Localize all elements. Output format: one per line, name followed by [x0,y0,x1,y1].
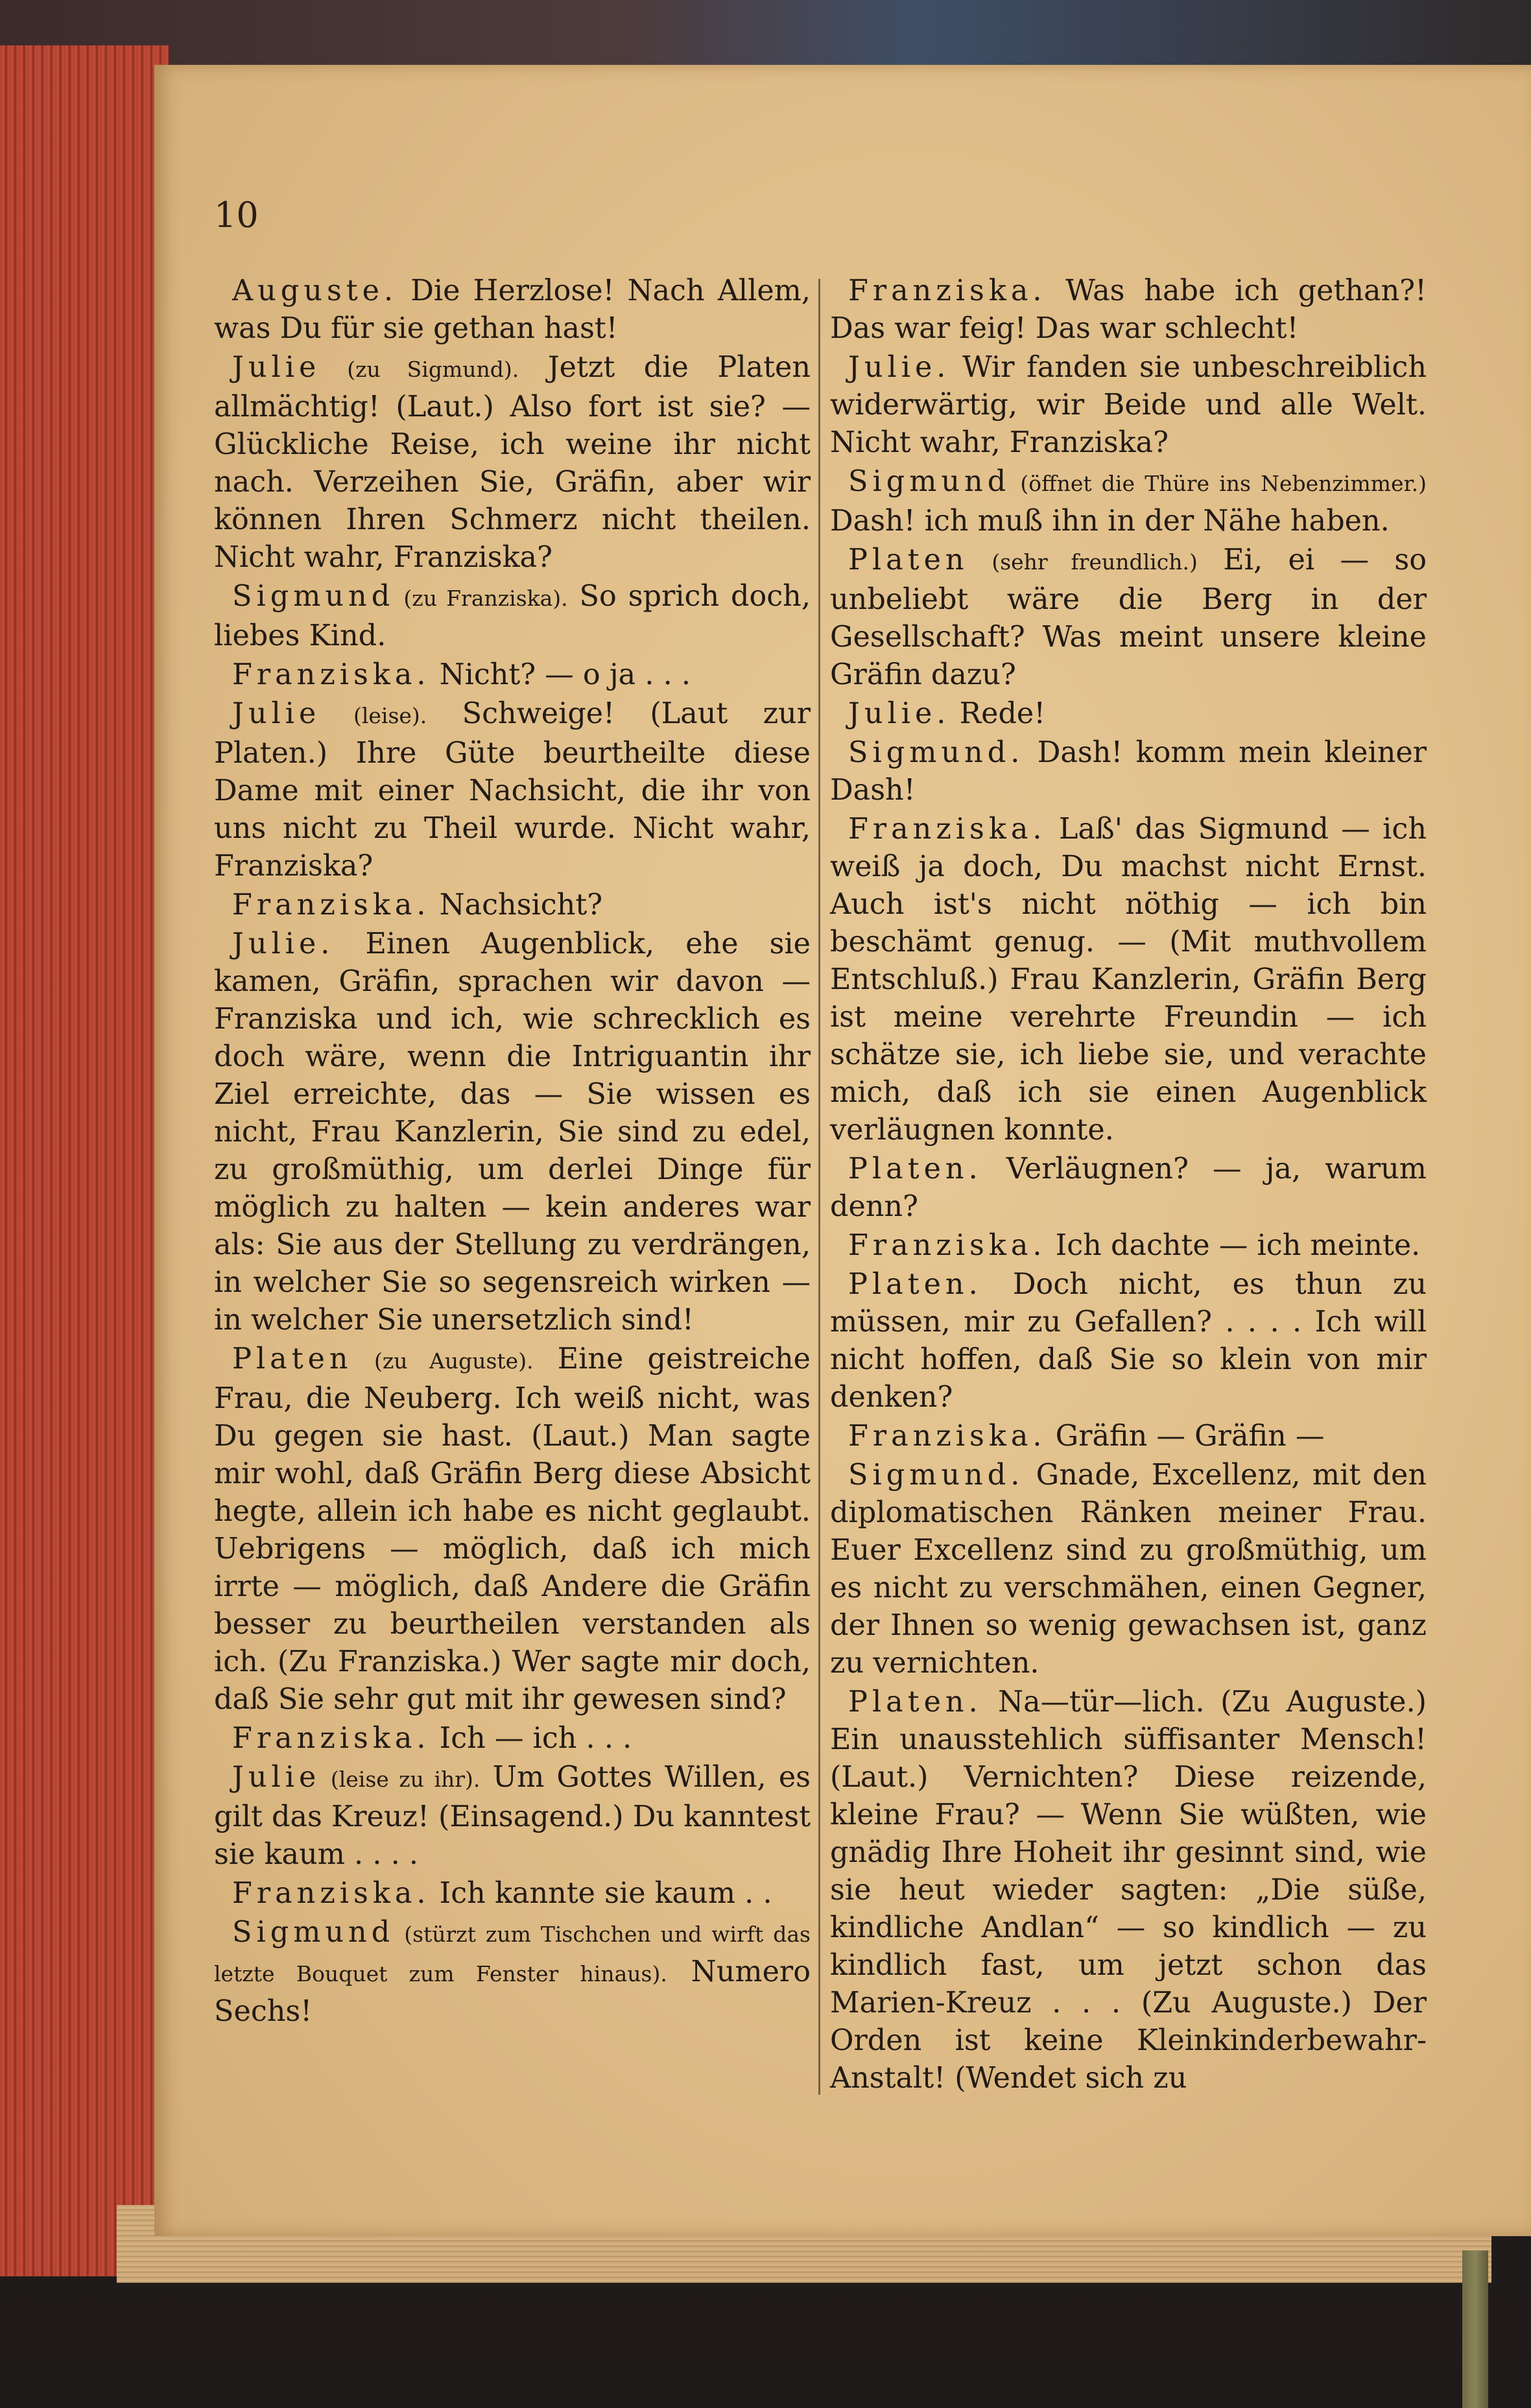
right-text-column [830,272,1427,2099]
speaker-name: Platen. [848,1268,982,1301]
speaker-name: Franziska. [848,813,1047,846]
dialogue-paragraph [830,734,1427,809]
dialogue-paragraph [214,349,811,577]
speech-text: Ich kannte sie kaum . . [430,1877,772,1910]
dialogue-paragraph [214,1341,811,1719]
speaker-name: Julie [232,1761,321,1794]
speaker-name: Julie. [848,697,951,730]
speech-text: Dash! komm mein kleiner Dash! [830,736,1427,807]
stage-direction: (sehr freundlich.) [968,549,1198,575]
speaker-name: Platen. [848,1686,982,1719]
bookmark-ribbon [1462,2250,1488,2408]
speech-text: Ich — ich . . . [430,1722,632,1755]
speech-text: So sprich doch, liebes Kind. [214,580,811,652]
speech-text: Jetzt die Platen allmächtig! (Laut.) Also fort ist sie? — Glückliche Reise, ich weine ihr nicht nach. Verzeihen Sie, Gräfin, aber wir können Ihren Schmerz nicht theilen. Nicht wahr, Franziska? [214,351,811,574]
dialogue-paragraph [214,1720,811,1758]
dialogue-paragraph [830,1266,1427,1416]
speech-text: Nicht? — o ja . . . [430,658,691,691]
speaker-name: Franziska. [848,274,1047,307]
dialogue-paragraph [830,1150,1427,1226]
speaker-name: Franziska. [848,1420,1047,1453]
cover-top-edge [0,0,1531,71]
speaker-name: Julie. [848,351,951,384]
speaker-name: Sigmund [848,465,1011,498]
speaker-name: Franziska. [232,658,431,691]
column-divider [818,279,820,2095]
dialogue-paragraph [830,1684,1427,2097]
speaker-name: Auguste. [232,274,398,307]
dialogue-paragraph [214,272,811,348]
dialogue-paragraph [830,1227,1427,1265]
dialogue-paragraph [214,925,811,1339]
speech-text: Gnade, Excellenz, mit den diplomatischen Ränken meiner Frau. Euer Excellenz sind zu großmüthig, um es nicht zu verschmähen, einen Gegner, der Ihnen so wenig gewachsen ist, ganz zu vernichten. [830,1459,1427,1680]
dialogue-paragraph [214,656,811,694]
dialogue-paragraph [830,695,1427,733]
stage-direction: (stürzt zum Tischchen und wirft das letzte Bouquet zum Fenster hinaus). [214,1922,811,1986]
stage-direction: (zu Franziska). [394,586,568,611]
dialogue-paragraph [830,463,1427,540]
speech-text: Ich dachte — ich meinte. [1046,1229,1421,1262]
speaker-name: Franziska. [232,1877,431,1910]
dialogue-paragraph [830,1457,1427,1682]
speech-text: Schweige! (Laut zur Platen.) Ihre Güte beurtheilte diese Dame mit einer Nachsicht, die ihr von uns nicht zu Theil wurde. Nicht wahr, Franziska? [214,697,811,883]
speaker-name: Platen [848,543,969,577]
dialogue-paragraph [830,1418,1427,1455]
dialogue-paragraph [214,1759,811,1874]
speech-text: Eine geistreiche Frau, die Neuberg. Ich weiß nicht, was Du gegen sie hast. (Laut.) Man sagte mir wohl, daß Gräfin Berg diese Absicht hegte, allein ich habe es nicht geglaubt. Uebrigens — möglich, daß ich mich irrte — möglich, daß Andere die Gräfin besser zu beurtheilen verstanden als ich. (Zu Franziska.) Wer sagte mir doch, daß Sie sehr gut mit ihr gewesen sind? [214,1342,811,1716]
speech-text: Einen Augenblick, ehe sie kamen, Gräfin, sprachen wir davon — Franziska und ich, wie schrecklich es doch wäre, wenn die Intriguantin ihr Ziel erreichte, das — Sie wissen es nicht, Frau Kanzlerin, Sie sind zu edel, zu großmüthig, um derlei Dinge für möglich zu halten — kein anderes war als: Sie aus der Stellung zu verdrängen, in welcher Sie so segensreich wirken — in welcher Sie unersetzlich sind! [214,927,811,1337]
speaker-name: Julie [232,697,321,730]
speech-text: Wir fanden sie unbeschreiblich widerwärtig, wir Beide und alle Welt. Nicht wahr, Franziska? [830,351,1427,459]
page-stack-edge-left [0,45,169,2276]
speaker-name: Franziska. [848,1229,1047,1262]
speech-text: Dash! ich muß ihn in der Nähe haben. [830,505,1390,538]
stage-direction: (öffnet die Thüre ins Nebenzimmer.) [1010,471,1427,496]
dialogue-paragraph [214,578,811,655]
speaker-name: Platen. [848,1152,982,1186]
dialogue-paragraph [214,695,811,885]
stage-direction: (zu Auguste). [352,1348,534,1374]
speech-text: Die Herzlose! Nach Allem, was Du für sie gethan hast! [214,274,811,345]
speech-text: Doch nicht, es thun zu müssen, mir zu Gefallen? . . . . Ich will nicht hoffen, daß Sie so klein von mir denken? [830,1268,1427,1414]
speaker-name: Platen [232,1342,353,1376]
speaker-name: Sigmund. [848,1459,1025,1492]
speech-text: Laß' das Sigmund — ich weiß ja doch, Du machst nicht Ernst. Auch ist's nicht nöthig — ich bin beschämt genug. — (Mit muthvollem Entschluß.) Frau Kanzlerin, Gräfin Berg ist meine verehrte Freundin — ich schätze sie, ich liebe sie, und verachte mich, daß ich sie einen Augenblick verläugnen konnte. [830,813,1427,1147]
stage-direction: (zu Sigmund). [320,357,519,382]
dialogue-paragraph [214,887,811,924]
dialogue-paragraph [830,811,1427,1149]
speaker-name: Franziska. [232,888,431,922]
speech-text: Nachsicht? [430,888,603,922]
dialogue-paragraph [214,1914,811,2031]
speech-text: Was habe ich gethan?! Das war feig! Das war schlecht! [830,274,1427,345]
speech-text: Ei, ei — so unbeliebt wäre die Berg in der Gesellschaft? Was meint unsere kleine Gräfin dazu? [830,543,1427,691]
speech-text: Na—tür—lich. (Zu Auguste.) Ein unausstehlich süffisanter Mensch! (Laut.) Vernichten? Diese reizende, kleine Frau? — Wenn Sie wüßten, wie gnädig Ihre Hoheit ihr gesinnt sind, wie sie heut wieder sagten: „Die süße, kindliche Andlan“ — so kindlich — zu kindlich fast, um jetzt schon das Marien-Kreuz . . . (Zu Auguste.) Der Orden ist keine Kleinkinderbewahr-Anstalt! (Wendet sich zu [830,1686,1427,2095]
speech-text: Gräfin — Gräfin — [1046,1420,1325,1453]
stage-direction: (leise). [320,703,427,728]
stage-direction: (leise zu ihr). [320,1767,481,1792]
left-text-column [214,272,811,2032]
speaker-name: Franziska. [232,1722,431,1755]
dialogue-paragraph [214,1875,811,1913]
speech-text: Verläugnen? — ja, warum denn? [830,1152,1427,1223]
dialogue-paragraph [830,542,1427,694]
speaker-name: Sigmund [232,580,395,613]
page-number: 10 [214,195,259,235]
dialogue-paragraph [830,272,1427,348]
speech-text: Um Gottes Willen, es gilt das Kreuz! (Einsagend.) Du kanntest sie kaum . . . . [214,1761,811,1871]
speaker-name: Sigmund [232,1916,395,1949]
speaker-name: Julie. [232,927,335,960]
speaker-name: Sigmund. [848,736,1025,769]
speaker-name: Julie [232,351,321,384]
speech-text: Numero Sechs! [214,1955,811,2028]
dialogue-paragraph [830,349,1427,462]
speech-text: Rede! [950,697,1046,730]
